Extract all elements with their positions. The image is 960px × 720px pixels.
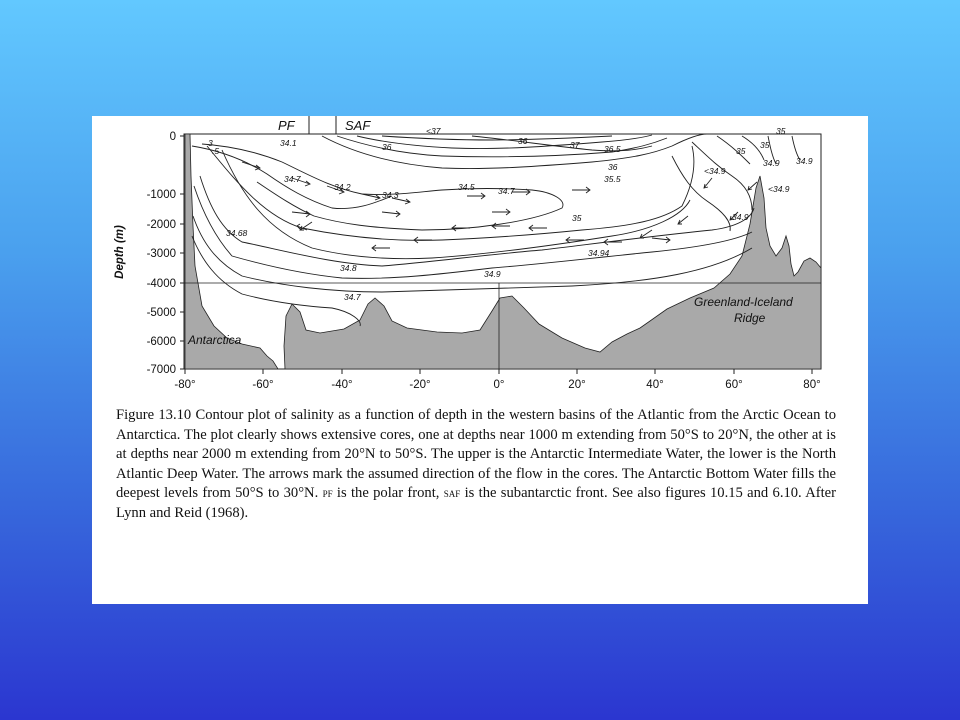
contour-label: 34.9 [484,269,501,279]
ridge-label-line1: Greenland-Iceland [694,295,793,309]
contour-label: 34.5 [458,182,475,192]
contour-label: 35 [776,126,786,136]
saf-label: SAF [345,118,371,133]
contour-label: 35.5 [604,174,621,184]
x-tick-label: 20° [568,379,586,391]
contour-label: 34.1 [280,138,297,148]
y-tick-label: -6000 [146,336,176,348]
contour-label: 34.7 [344,292,361,302]
contour-label: 34.2 [334,182,351,192]
figure-card [92,116,868,604]
contour-label: 35 [760,140,770,150]
x-tick-label: 80° [803,379,821,391]
contour-label: <37 [426,126,441,136]
y-axis-ticks [180,136,184,369]
contour-label: 34.94 [588,248,610,258]
pf-label: PF [278,118,295,133]
contour-label: 34.68 [226,228,248,238]
contour-label: 34.3 [382,190,399,200]
y-tick-label: -4000 [146,278,176,290]
antarctica-label: Antarctica [188,333,242,347]
saf-abbreviation: saf [443,486,461,501]
x-axis-ticks [185,369,812,374]
contour-label: 34.7 [498,186,515,196]
contour-label: .5 [212,146,220,156]
x-tick-label: -40° [331,379,353,391]
caption-text: Figure 13.10 Contour plot of salinity as a function of depth in the western basins of the Atlantic from the Arctic Ocean to Antarctica. The plot clearly shows extensive cores, one at depths near 1000 m extending from 50°S to 20°N, the other at is at depths near 2000 m extending from 20°N to 50°S. The upper is the Antarctic Intermediate Water, the lower is the North Atlantic Deep Water. The arrows mark the assumed direction of the flow in the cores. The Antarctic Bottom Water fills the deepest levels from 50°S to 30°N. [116,407,836,502]
figure-caption [116,406,836,524]
contour-label: 35 [572,213,582,223]
caption-text: is the subantarctic front. See also figures 10.15 and 6.10. After Lynn and Reid (1968). [116,485,837,521]
contour-label: 36 [382,142,392,152]
contour-label: 34.9 [763,158,780,168]
contour-label: 36.5 [604,144,621,154]
contour-label: 34.9 [732,212,749,222]
y-axis-label: Depth (m) [114,225,126,279]
contour-label: 37 [570,140,580,150]
ridge-label-line2: Ridge [734,311,766,325]
contour-label: 3 [208,138,213,148]
x-tick-label: 0° [493,379,505,391]
x-tick-label: 40° [646,379,664,391]
contour-label: <34.9 [768,184,790,194]
contour-label: 36 [608,162,618,172]
y-tick-label: -1000 [146,189,176,201]
x-tick-label: -60° [252,379,274,391]
salinity-figure [92,116,868,406]
x-tick-label: 60° [725,379,743,391]
contour-label: 34.8 [340,263,357,273]
x-tick-label: -80° [174,379,196,391]
y-tick-label: -2000 [146,219,176,231]
contour-label: 36 [518,136,528,146]
y-tick-label: -3000 [146,248,176,260]
contour-label: 34.7 [284,174,301,184]
y-tick-label: 0 [169,131,176,143]
y-tick-label: -5000 [146,307,176,319]
contour-label: <34.9 [704,166,726,176]
contour-label: 34.9 [796,156,813,166]
pf-abbreviation: pf [322,486,333,501]
x-tick-label: -20° [409,379,431,391]
y-tick-label: -7000 [146,364,176,376]
contour-label: 35 [736,146,746,156]
caption-text: is the polar front, [336,485,440,502]
